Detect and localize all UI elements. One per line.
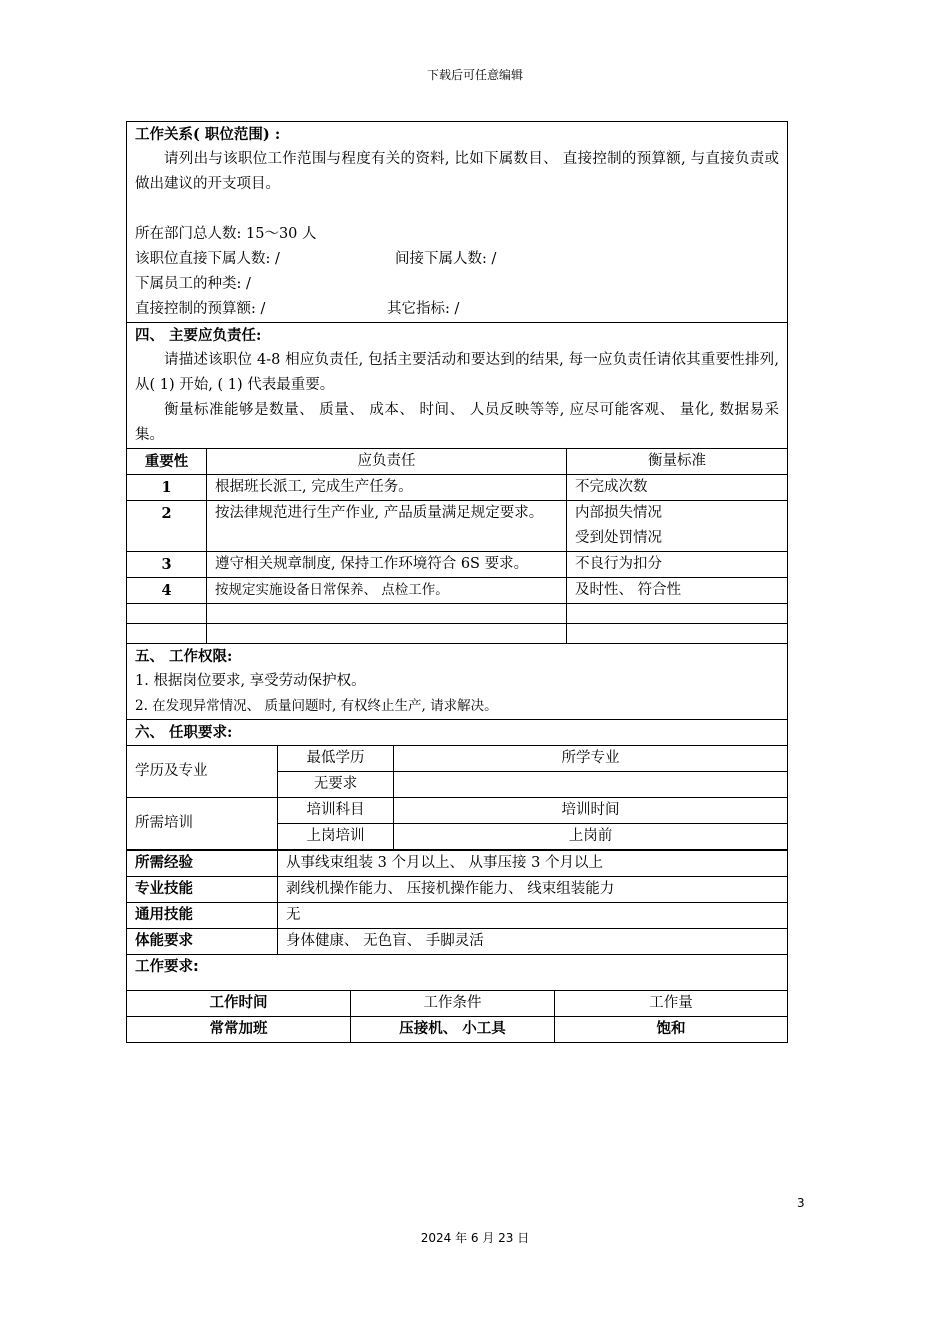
responsibilities-table (126, 448, 788, 644)
work-requirements-section (127, 955, 787, 990)
row-measure: 内部损失情况 (575, 505, 662, 521)
qualification-section (127, 720, 787, 745)
table-header-row (127, 449, 788, 475)
row-no: 1 (127, 475, 207, 501)
row-measure-cell (567, 501, 788, 552)
row-measure: 及时性、 符合性 (567, 578, 788, 604)
work-relations-title: 工作关系( 职位范围) : (135, 126, 281, 143)
qualification-table (126, 745, 788, 850)
authority-item: 2. 在发现异常情况、 质量问题时, 有权终止生产, 请求解决。 (135, 698, 498, 714)
workload-header: 工作量 (555, 991, 788, 1017)
train-time-value: 上岗前 (394, 824, 788, 850)
indirect-subordinates: 间接下属人数: / (395, 251, 497, 267)
work-requirements-table (126, 990, 788, 1043)
job-description-form (126, 121, 788, 1043)
row-duty: 根据班长派工, 完成生产任务。 (207, 475, 567, 501)
work-condition-value: 压接机、 小工具 (351, 1017, 555, 1043)
experience-value: 从事线束组装 3 个月以上、 从事压接 3 个月以上 (278, 851, 788, 877)
edu-header-min: 最低学历 (278, 746, 394, 772)
row-no: 3 (127, 552, 207, 578)
page-number: 3 (797, 1196, 805, 1210)
work-relations-section (127, 122, 787, 323)
direct-subordinates: 该职位直接下属人数: / (135, 251, 280, 267)
row-measure-2: 受到处罚情况 (575, 530, 662, 546)
row-measure: 不良行为扣分 (567, 552, 788, 578)
table-row (127, 578, 788, 604)
col-header-importance: 重要性 (127, 449, 207, 475)
workload-value: 饱和 (555, 1017, 788, 1043)
edu-min-value: 无要求 (278, 772, 394, 798)
table-row-empty (127, 624, 788, 644)
work-relations-instruction: 请列出与该职位工作范围与程度有关的资料, 比如下属数目、 直接控制的预算额, 与直接负责或做出建议的开支项目。 (135, 151, 779, 192)
page-header: 下载后可任意编辑 (426, 68, 523, 82)
col-header-measure: 衡量标准 (567, 449, 788, 475)
work-time-header: 工作时间 (127, 991, 351, 1017)
qualification-details-table (126, 850, 788, 955)
row-duty: 遵守相关规章制度, 保持工作环境符合 6S 要求。 (207, 552, 567, 578)
table-row (127, 552, 788, 578)
direct-budget: 直接控制的预算额: / (135, 301, 266, 317)
responsibilities-para2: 衡量标准能够是数量、 质量、 成本、 时间、 人员反映等等, 应尽可能客观、 量化, 数据易采集。 (135, 402, 779, 443)
training-label: 所需培训 (127, 798, 278, 850)
general-skill-value: 无 (278, 903, 788, 929)
work-requirements-title: 工作要求: (135, 959, 199, 975)
edu-major-value (394, 772, 788, 798)
education-label: 学历及专业 (127, 746, 278, 798)
train-header-subject: 培训科目 (278, 798, 394, 824)
authority-section (127, 644, 787, 720)
physical-value: 身体健康、 无色盲、 手脚灵活 (278, 929, 788, 955)
skill-value: 剥线机操作能力、 压接机操作能力、 线束组装能力 (278, 877, 788, 903)
authority-title: 五、 工作权限: (135, 648, 233, 665)
other-indicators: 其它指标: / (387, 301, 460, 317)
col-header-duty: 应负责任 (207, 449, 567, 475)
row-duty: 按规定实施设备日常保养、 点检工作。 (207, 578, 567, 604)
row-no: 2 (127, 501, 207, 552)
table-row (127, 475, 788, 501)
authority-item: 1. 根据岗位要求, 享受劳动保护权。 (135, 673, 366, 689)
physical-label: 体能要求 (127, 929, 278, 955)
footer-date: 2024 年 6 月 23 日 (420, 1231, 530, 1245)
general-skill-label: 通用技能 (127, 903, 278, 929)
work-time-value: 常常加班 (127, 1017, 351, 1043)
skill-label: 专业技能 (127, 877, 278, 903)
table-row (127, 501, 788, 552)
experience-label: 所需经验 (127, 851, 278, 877)
qualification-title: 六、 任职要求: (135, 724, 233, 741)
row-measure: 不完成次数 (567, 475, 788, 501)
table-row-empty (127, 604, 788, 624)
total-staff: 所在部门总人数: 15～30 人 (135, 226, 317, 242)
row-duty: 按法律规范进行生产作业, 产品质量满足规定要求。 (207, 501, 567, 552)
edu-header-major: 所学专业 (394, 746, 788, 772)
subordinate-types: 下属员工的种类: / (135, 276, 251, 292)
responsibilities-para1: 请描述该职位 4-8 相应负责任, 包括主要活动和要达到的结果, 每一应负责任请依其重要性排列, 从( 1) 开始, ( 1) 代表最重要。 (135, 352, 779, 393)
train-subject-value: 上岗培训 (278, 824, 394, 850)
responsibilities-title: 四、 主要应负责任: (135, 327, 262, 344)
row-no: 4 (127, 578, 207, 604)
work-condition-header: 工作条件 (351, 991, 555, 1017)
responsibilities-section (127, 323, 787, 448)
train-header-time: 培训时间 (394, 798, 788, 824)
